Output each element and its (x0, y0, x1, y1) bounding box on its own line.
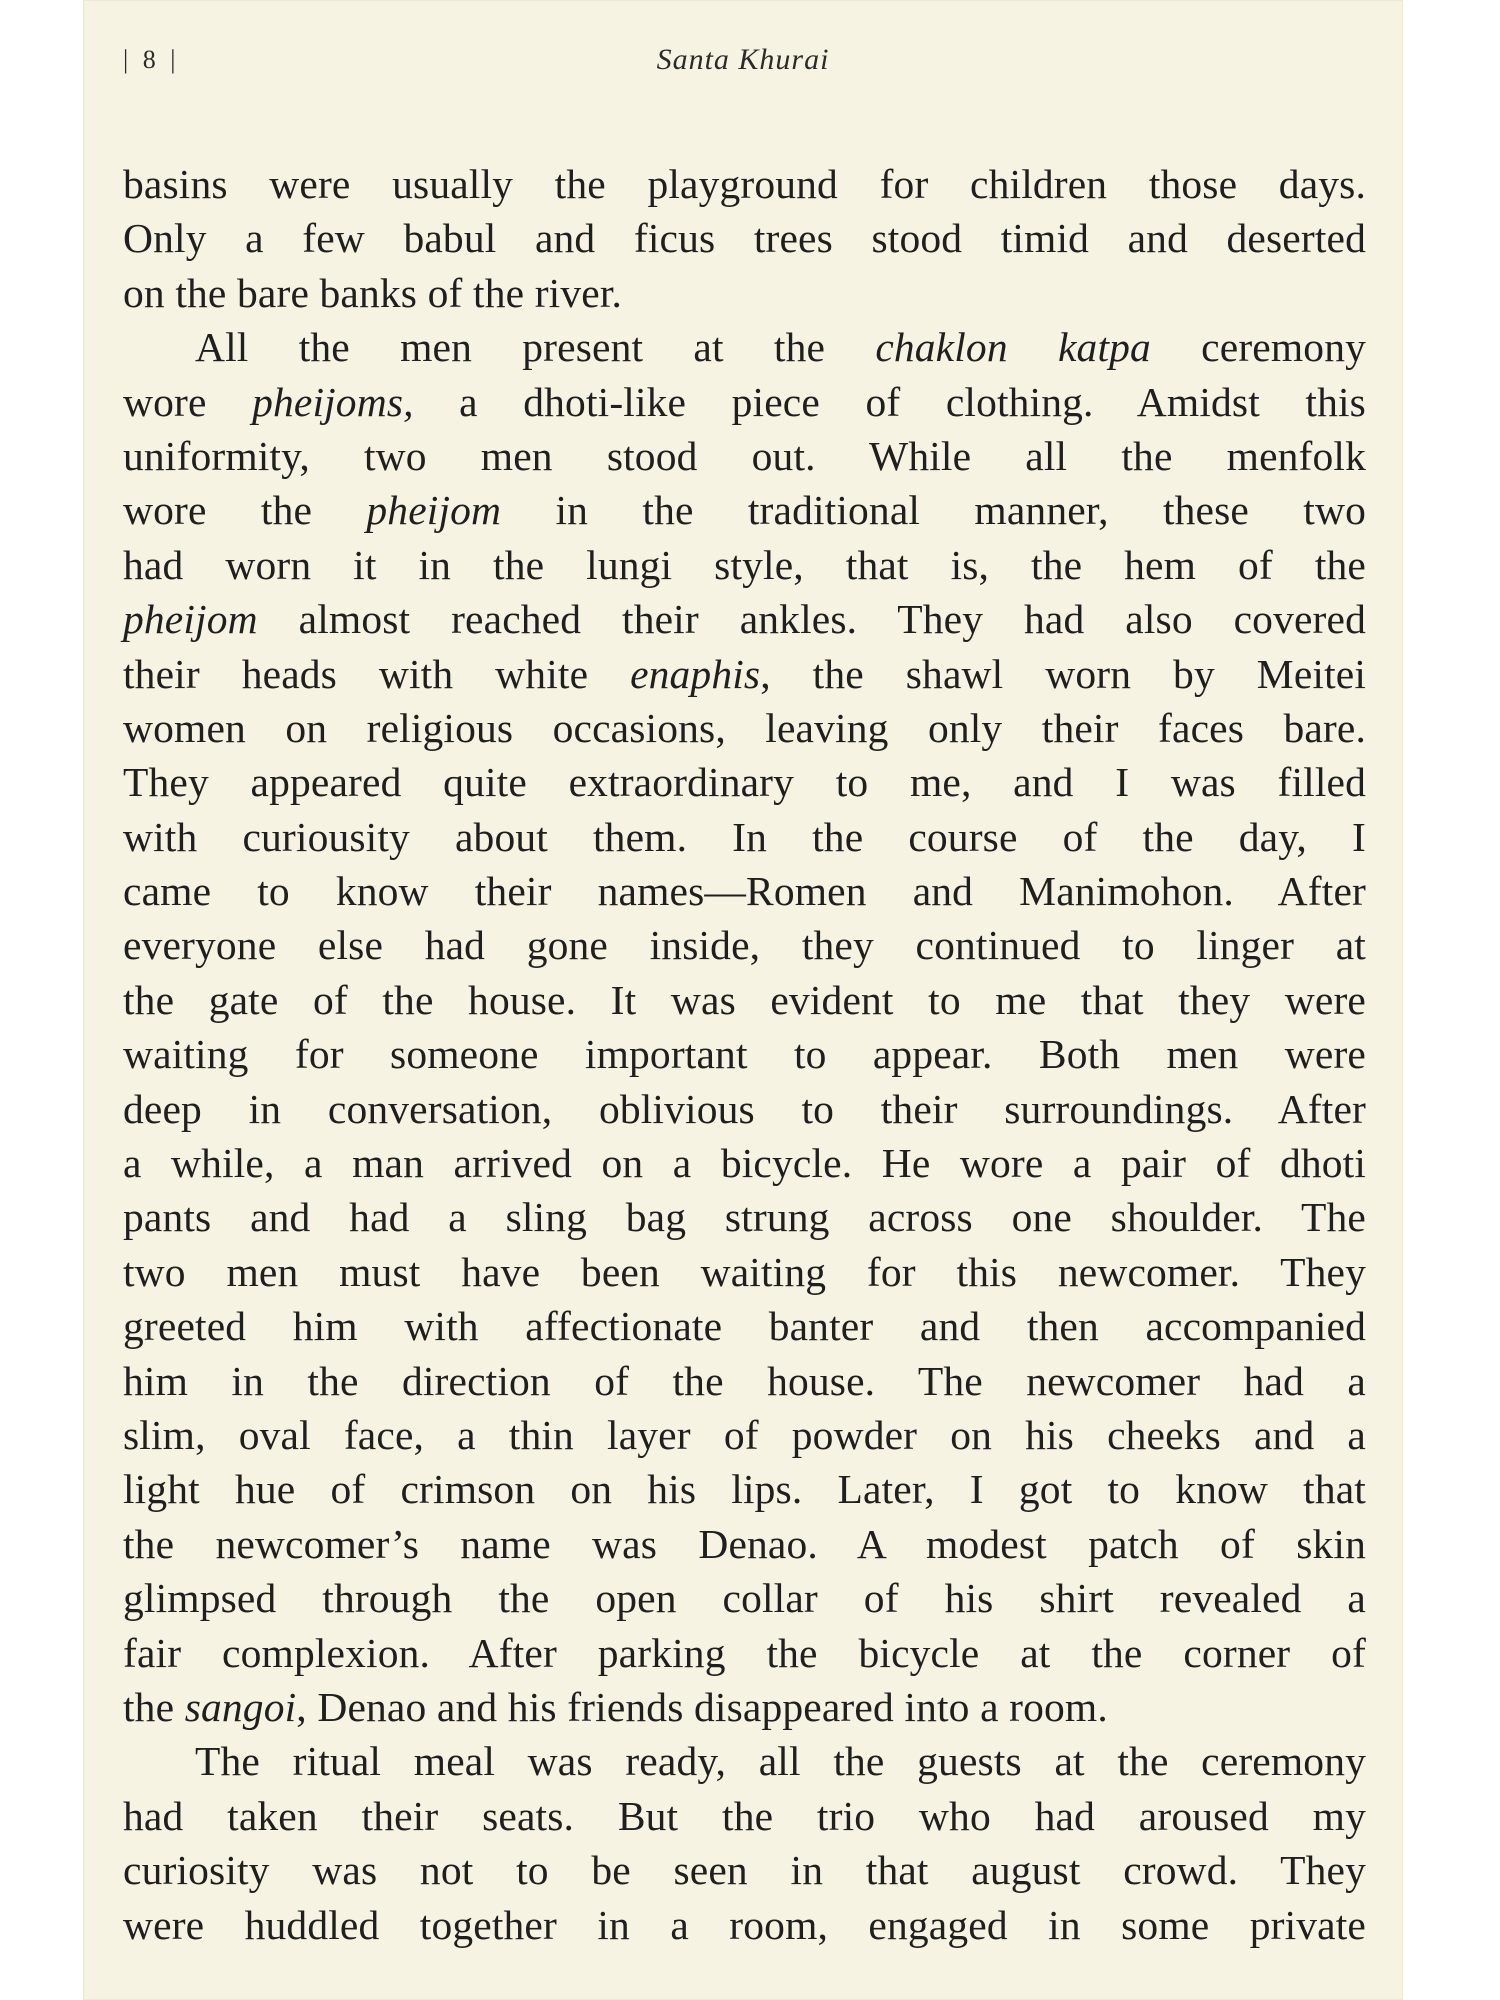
text-line: wore the pheijom in the traditional manner, these two (123, 487, 1367, 534)
text-line: everyone else had gone inside, they continued to linger at (123, 922, 1366, 969)
text-line: wore pheijoms, a dhoti-like piece of clothing. Amidst this (123, 378, 1366, 425)
text-line: greeted him with affectionate banter and then accompanied (123, 1303, 1366, 1350)
text-line: glimpsed through the open collar of his shirt revealed a (123, 1575, 1366, 1622)
text-line: curiosity was not to be seen in that august crowd. They (123, 1847, 1366, 1894)
text-line: came to know their names—Romen and Manimohon. After (123, 868, 1366, 915)
text-line: the gate of the house. It was evident to me that they were (123, 976, 1366, 1023)
text-line: Only a few babul and ficus trees stood timid and deserted (123, 215, 1366, 262)
italic-term: pheijoms, (252, 378, 414, 425)
page-number: | 8 | (123, 45, 180, 74)
text-line: pants and had a sling bag strung across one shoulder. The (123, 1194, 1366, 1241)
text-line: waiting for someone important to appear. Both men were (123, 1031, 1366, 1078)
text-line: their heads with white enaphis, the shawl worn by Meitei (123, 650, 1366, 697)
text-line: The ritual meal was ready, all the guests at the ceremony (195, 1738, 1366, 1785)
text-line: had taken their seats. But the trio who had aroused my (123, 1792, 1366, 1839)
text-line: uniformity, two men stood out. While all the menfolk (123, 432, 1366, 479)
text-line: basins were usually the playground for children those days. (123, 161, 1366, 207)
text-line: light hue of crimson on his lips. Later, I got to know that (123, 1466, 1366, 1513)
running-head: Santa Khurai (656, 43, 830, 76)
italic-term: enaphis (630, 650, 761, 697)
text-line: on the bare banks of the river. (123, 269, 623, 316)
text-line: the sangoi, Denao and his friends disappeared into a room. (123, 1683, 1108, 1730)
italic-term: pheijom (123, 596, 258, 643)
text-line: had worn it in the lungi style, that is, the hem of the (123, 541, 1366, 588)
text-line: were huddled together in a room, engaged in some private (123, 1901, 1366, 1948)
body-text (123, 157, 1366, 1952)
text-line: women on religious occasions, leaving only their faces bare. (123, 704, 1366, 751)
italic-term: sangoi (184, 1683, 297, 1730)
italic-term: chaklon katpa (875, 324, 1151, 371)
page-header (123, 40, 1363, 80)
text-line: They appeared quite extraordinary to me, and I was filled (123, 759, 1366, 806)
text-line: slim, oval face, a thin layer of powder on his cheeks and a (123, 1411, 1366, 1458)
text-line: fair complexion. After parking the bicycle at the corner of (123, 1629, 1366, 1676)
italic-term: pheijom (366, 487, 502, 534)
text-line: a while, a man arrived on a bicycle. He wore a pair of dhoti (123, 1140, 1366, 1187)
text-line: All the men present at the chaklon katpa ceremony (195, 324, 1366, 371)
text-line: two men must have been waiting for this newcomer. They (123, 1248, 1366, 1295)
text-line: deep in conversation, oblivious to their surroundings. After (123, 1085, 1366, 1132)
text-line: pheijom almost reached their ankles. They had also covered (123, 596, 1366, 643)
text-line: him in the direction of the house. The newcomer had a (123, 1357, 1366, 1404)
book-page (83, 0, 1403, 2000)
text-line: with curiousity about them. In the course of the day, I (123, 813, 1366, 860)
text-line: the newcomer’s name was Denao. A modest patch of skin (123, 1520, 1366, 1567)
